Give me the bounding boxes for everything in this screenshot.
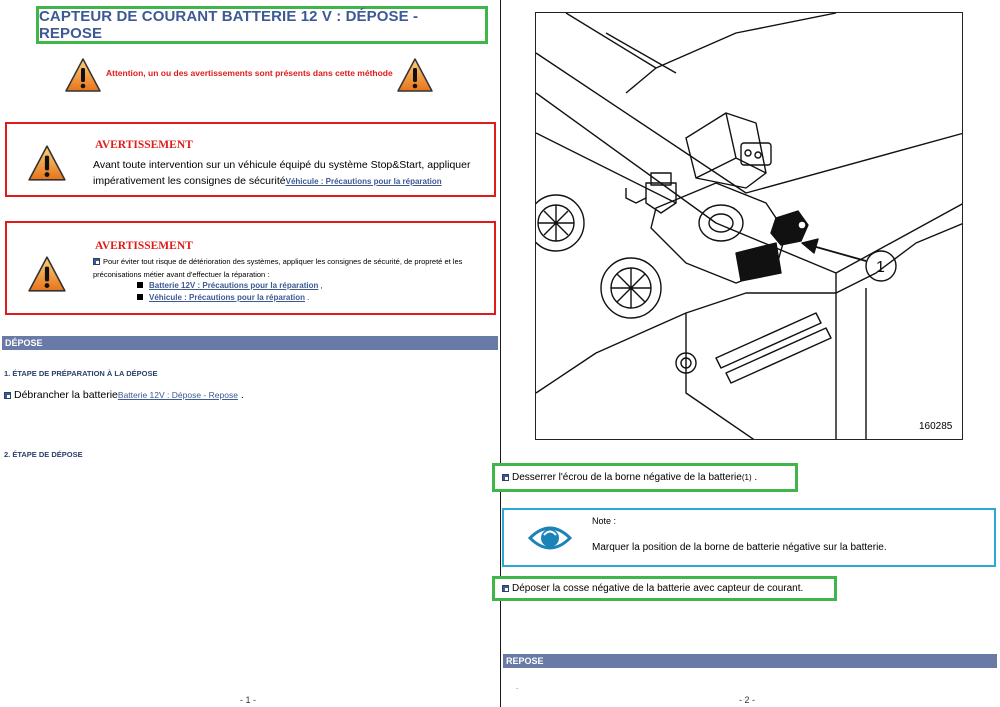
warning-body: Avant toute intervention sur un véhicule équipé du système Stop&Start, appliquer impérativement les consignes de sécurité (93, 159, 471, 187)
warning-link-list (137, 280, 323, 304)
warning-heading: AVERTISSEMENT (95, 139, 193, 151)
link-batterie-precautions[interactable]: Batterie 12V : Précautions pour la réparation (149, 281, 319, 290)
warning-triangle-icon (27, 144, 67, 182)
note-box (502, 508, 996, 567)
instruction-remove-terminal (492, 576, 837, 601)
list-item (137, 280, 323, 292)
bullet-icon (137, 282, 143, 288)
attention-message: Attention, un ou des avertissements sont présents dans cette méthode (106, 68, 393, 78)
figure-callout: 1 (876, 259, 885, 276)
page-title: CAPTEUR DE COURANT BATTERIE 12 V : DÉPOSE - REPOSE (39, 8, 419, 42)
warning-text (93, 157, 488, 190)
warning-box-stop-start (5, 122, 496, 197)
link-vehicule-precautions[interactable]: Véhicule : Précautions pour la réparation (285, 177, 442, 186)
page-number: - 2 - (739, 695, 756, 705)
eye-icon (528, 522, 572, 554)
warning-text (93, 256, 485, 281)
bullet-square-icon (502, 585, 509, 592)
figure-number: 160285 (919, 421, 953, 432)
link-separator: , (320, 281, 323, 290)
step-1-heading: 1. ÉTAPE DE PRÉPARATION À LA DÉPOSE (4, 369, 158, 378)
section-depose: DÉPOSE (2, 336, 498, 350)
instruction-loosen-nut: Desserrer l'écrou de la borne négative de la batterie (1) . (492, 463, 798, 492)
section-repose: REPOSE (503, 654, 997, 668)
step-2-heading: 2. ÉTAPE DE DÉPOSE (4, 450, 83, 459)
list-item: Véhicule : Précautions pour la réparation . (137, 292, 323, 304)
warning-triangle-icon (64, 57, 102, 93)
note-text: Marquer la position de la borne de batterie négative sur la batterie. (592, 542, 887, 553)
bullet-square-icon (4, 392, 11, 399)
battery-illustration (535, 12, 963, 440)
bullet-square-icon (502, 474, 509, 481)
warning-box-deterioration (5, 221, 496, 315)
part-reference: (1) (741, 473, 752, 482)
warning-body: Pour éviter tout risque de détérioration des systèmes, appliquer les consignes de sécurité, de propreté et les préconisations métier avant d'effectuer la réparation : (93, 257, 463, 279)
instruction-text: Déposer la cosse négative de la batterie avec capteur de courant. (512, 583, 804, 594)
link-batterie-depose[interactable]: Batterie 12V : Dépose - Repose (117, 390, 238, 400)
bullet-square-icon (93, 258, 100, 265)
page-2 (501, 0, 1000, 707)
battery-sensor-drawing (536, 13, 963, 440)
warning-triangle-icon (396, 57, 434, 93)
title-frame (36, 6, 488, 44)
link-vehicule-precautions[interactable]: Véhicule : Précautions pour la réparation (149, 293, 306, 302)
instruction-text: Desserrer l'écrou de la borne négative de la batterie (512, 472, 742, 483)
warning-heading: AVERTISSEMENT (95, 240, 193, 252)
page-number: - 1 - (240, 695, 257, 705)
note-label: Note : (592, 516, 617, 526)
bullet-icon (137, 294, 143, 300)
step-1-instruction: Débrancher la batterieBatterie 12V : Dépose - Repose . (4, 389, 244, 401)
stray-period: . (516, 682, 519, 691)
warning-triangle-icon (27, 255, 67, 293)
instruction-text: Débrancher la batterie (14, 389, 118, 401)
